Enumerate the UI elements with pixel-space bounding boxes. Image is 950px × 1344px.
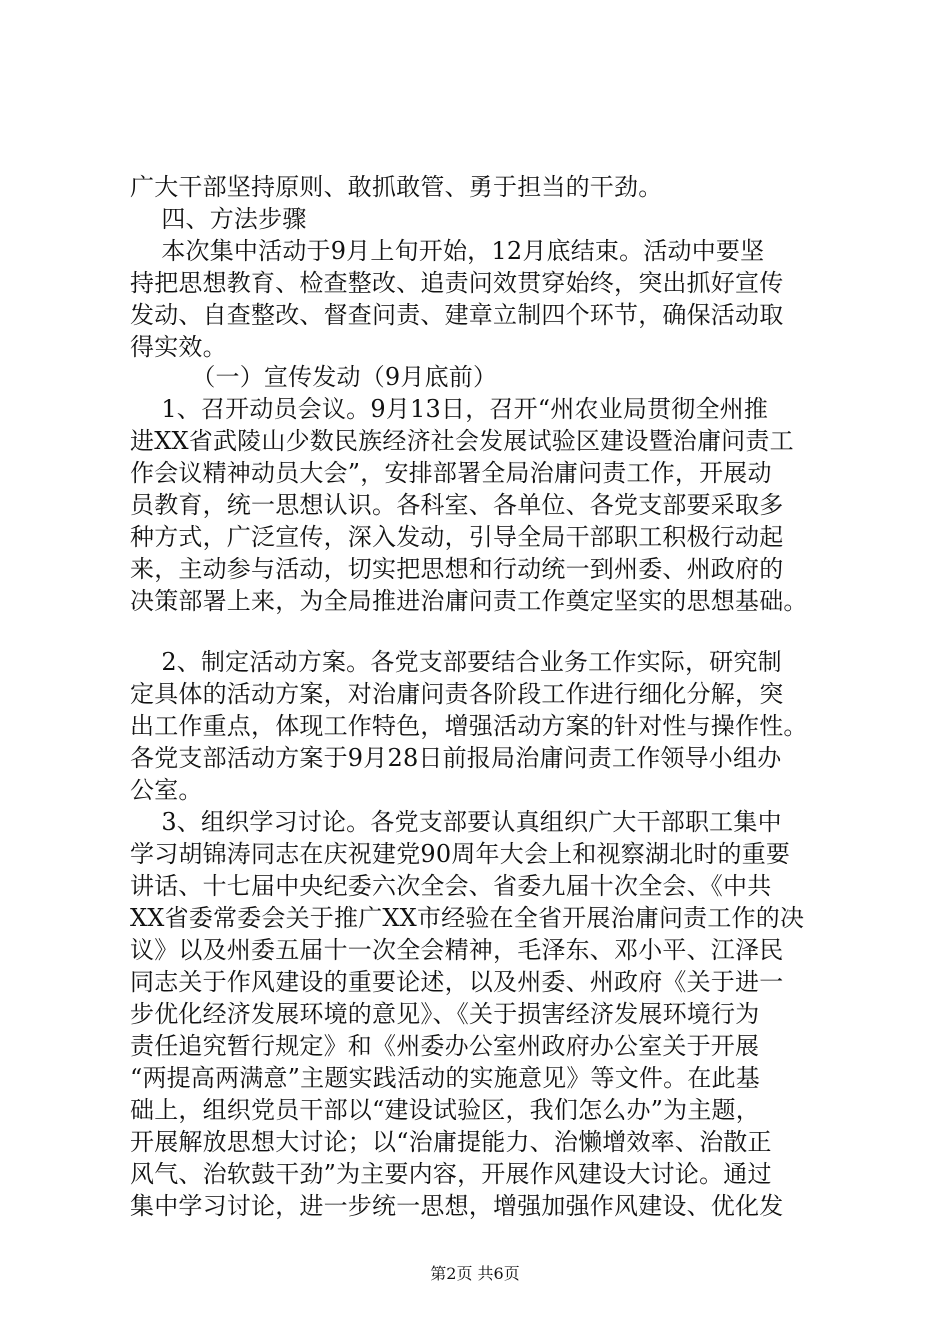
text-line: 讲话、十七届中央纪委六次全会、省委九届十次全会、《中共	[130, 872, 772, 900]
text-line: 各党支部活动方案于9月28日前报局治庸问责工作领导小组办	[130, 744, 782, 772]
text-line: 集中学习讨论，进一步统一思想，增强加强作风建设、优化发	[130, 1192, 784, 1220]
text-line: 得实效。	[130, 333, 227, 361]
text-line: 学习胡锦涛同志在庆祝建党90周年大会上和视察湖北时的重要	[130, 840, 791, 868]
text-line: XX省委常委会关于推广XX市经验在全省开展治庸问责工作的决	[130, 904, 805, 932]
text-line: 出工作重点，体现工作特色，增强活动方案的针对性与操作性。	[130, 712, 808, 740]
text-line: 开展解放思想大讨论；以“治庸提能力、治懒增效率、治散正	[130, 1128, 772, 1156]
text-line: 2、制定活动方案。各党支部要结合业务工作实际，研究制	[130, 648, 782, 676]
text-line: 础上，组织党员干部以“建设试验区，我们怎么办”为主题，	[130, 1096, 760, 1124]
text-line: 3、组织学习讨论。各党支部要认真组织广大干部职工集中	[130, 808, 782, 836]
text-line: 1、召开动员会议。9月13日，召开“州农业局贯彻全州推	[130, 395, 769, 423]
text-line: 风气、治软鼓干劲”为主要内容，开展作风建设大讨论。通过	[130, 1160, 772, 1188]
text-line: 责任追究暂行规定》和《州委办公室州政府办公室关于开展	[130, 1032, 760, 1060]
text-line: “两提高两满意”主题实践活动的实施意见》等文件。在此基	[130, 1064, 760, 1092]
text-line: 决策部署上来，为全局推进治庸问责工作奠定坚实的思想基础。	[130, 587, 808, 615]
text-line: 本次集中活动于9月上旬开始，12月底结束。活动中要坚	[130, 237, 765, 265]
text-line: 广大干部坚持原则、敢抓敢管、勇于担当的干劲。	[130, 173, 663, 201]
text-line: 进XX省武陵山少数民族经济社会发展试验区建设暨治庸问责工	[130, 427, 794, 455]
section-heading: 四、方法步骤	[130, 205, 307, 233]
text-line: 发动、自查整改、督查问责、建章立制四个环节，确保活动取	[130, 301, 784, 329]
text-line: 员教育，统一思想认识。各科室、各单位、各党支部要采取多	[130, 491, 784, 519]
text-line: 公室。	[130, 776, 203, 804]
text-line: 持把思想教育、检查整改、追责问效贯穿始终，突出抓好宣传	[130, 269, 784, 297]
text-line: 同志关于作风建设的重要论述，以及州委、州政府《关于进一	[130, 968, 784, 996]
page-number-footer: 第2页 共6页	[430, 1264, 520, 1283]
text-line: 定具体的活动方案，对治庸问责各阶段工作进行细化分解，突	[130, 680, 784, 708]
text-line: 议》以及州委五届十一次全会精神，毛泽东、邓小平、江泽民	[130, 936, 784, 964]
text-line: 来，主动参与活动，切实把思想和行动统一到州委、州政府的	[130, 555, 784, 583]
text-line: 步优化经济发展环境的意见》、《关于损害经济发展环境行为	[130, 1000, 760, 1028]
subsection-heading: （一）宣传发动（9月底前）	[160, 363, 498, 391]
text-line: 种方式，广泛宣传，深入发动，引导全局干部职工积极行动起	[130, 523, 784, 551]
text-line: 作会议精神动员大会”，安排部署全局治庸问责工作，开展动	[130, 459, 772, 487]
